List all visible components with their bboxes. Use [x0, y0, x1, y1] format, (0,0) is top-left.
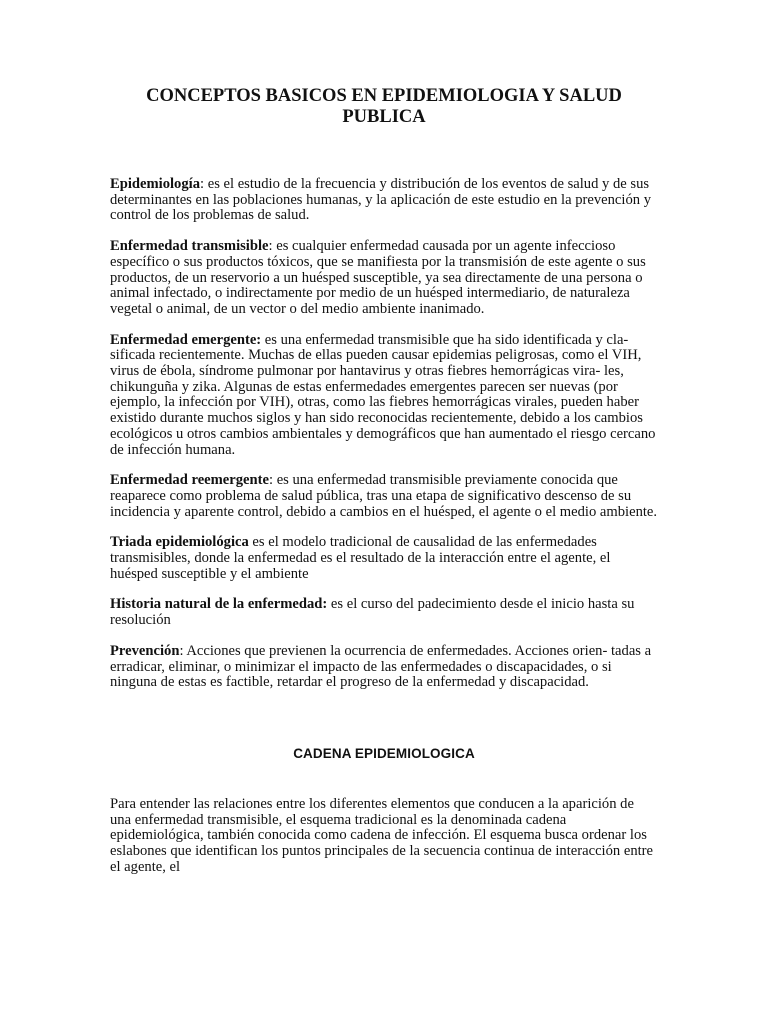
definition-term: Prevención — [110, 642, 180, 659]
section-intro-paragraph: Para entender las relaciones entre los diferentes elementos que conducen a la aparición de una enfermedad transmisible, el esquema tradicional es la denominada cadena epidemiológica, también conocida como cadena de infección. El esquema busca ordenar los eslabones que identifican los puntos principales de la secuencia continua de interacción entre el agente, el — [110, 796, 654, 875]
definition-term: Epidemiología — [110, 176, 201, 192]
definition-term: Enfermedad transmisible — [110, 238, 269, 255]
definition-term: Enfermedad reemergente — [110, 472, 269, 489]
definition-prevencion — [110, 644, 660, 691]
definition-text: : es una enfermedad transmisible previamente conocida que reaparece como problema de salud pública, tras una etapa de significativo descenso de su incidencia y aparente control, debido a cambios en el huésped, el agente o el medio ambiente. — [110, 472, 658, 520]
document-title: CONCEPTOS BASICOS EN EPIDEMIOLOGIA Y SALUD PUBLICA — [146, 86, 622, 127]
definition-term: Historia natural de la enfermedad: — [110, 596, 328, 613]
definition-historia-natural — [110, 597, 660, 628]
definition-term: Enfermedad emergente: — [110, 331, 262, 348]
definition-epidemiologia — [110, 177, 660, 224]
definition-text: es una enfermedad transmisible que ha sido identificada y cla- sificada recientemente. Muchas de ellas pueden causar epidemias peligrosas, como el VIH, virus de ébola, síndrome pulmonar por hantavirus y otras fiebres hemorrágicas vira- les, chikunguña y zika. Algunas de estas enfermedades emergentes parecen ser nuevas (por ejemplo, la infección por VIH), otras, como las fiebres hemorrágicas virales, pueden haber existido durante muchos siglos y han sido reconocidas recientemente, debido a los cambios ecológicos u otros cambios ambientales y demográficos que han aumentado el riesgo cercano de infección humana. — [110, 331, 656, 458]
section-heading: CADENA EPIDEMIOLOGICA — [293, 746, 475, 761]
definition-text: es el curso del padecimiento desde el inicio hasta su resolución — [110, 596, 635, 629]
definition-enfermedad-reemergente — [110, 473, 660, 520]
definition-text: : es el estudio de la frecuencia y distribución de los eventos de salud y de sus determinantes en las poblaciones humanas, y la aplicación de este estudio en la prevención y control de los problemas de salud. — [110, 176, 651, 224]
definition-triada-epidemiologica — [110, 535, 660, 582]
definition-text: : es cualquier enfermedad causada por un agente infeccioso específico o sus productos tóxicos, que se manifiesta por la transmisión de este agente o sus productos, de un reservorio a un huésped susceptible, ya sea directamente de una persona o animal infectado, o indirectamente por medio de un huésped intermediario, de naturaleza vegetal o animal, de un vector o del medio ambiente inanimado. — [110, 238, 646, 317]
definition-text: : Acciones que previenen la ocurrencia de enfermedades. Acciones orien- tadas a erradicar, eliminar, o minimizar el impacto de las enfermedades o discapacidades, o si ninguna de estas es factible, retardar el progreso de la enfermedad y discapacidad. — [110, 642, 652, 691]
definition-enfermedad-emergente — [110, 333, 660, 459]
definition-enfermedad-transmisible — [110, 239, 660, 318]
definitions-list — [110, 177, 660, 706]
definition-text: es el modelo tradicional de causalidad de las enfermedades transmisibles, donde la enfermedad es el resultado de la interacción entre el agente, el huésped susceptible y el ambiente — [110, 534, 611, 582]
definition-term: Triada epidemiológica — [110, 534, 249, 551]
